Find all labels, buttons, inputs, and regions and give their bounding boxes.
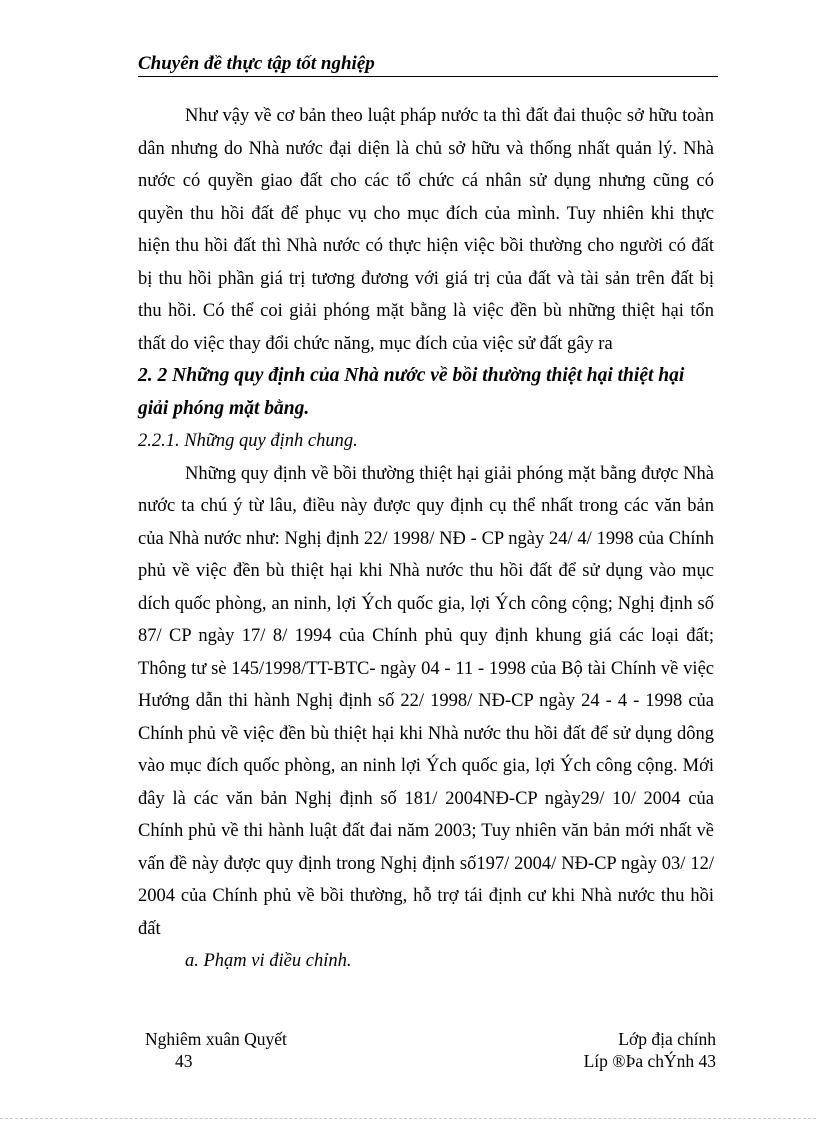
paragraph-regulations: Những quy định về bồi thường thiệt hại giải phóng mặt bằng được Nhà nước ta chú ý từ lâu, điều này được quy định cụ thể nhất trong các văn bản của Nhà nước như: Nghị định 22/ 1998/ NĐ - CP ngày 24/ 4/ 1998 của Chính phủ về việc đền bù thiệt hại khi Nhà nước thu hồi đất để sử dụng vào mục dích quốc phòng, an ninh, lợi Ých quốc gia, lợi Ých công cộng; Nghị định số 87/ CP ngày 17/ 8/ 1994 của Chính phủ quy định khung giá các loại đất; Thông tư sè 145/1998/TT-BTC- ngày 04 - 11 - 1998 của Bộ tài Chính về việc Hướng dẫn thi hành Nghị định số 22/ 1998/ NĐ-CP ngày 24 - 4 - 1998 của Chính phủ về việc đền bù thiệt hại khi Nhà nước thu hồi đất để sử dụng dông vào mục đích quốc phòng, an ninh lợi Ých quốc gia, lợi Ých công cộng. Mới đây là các văn bản Nghị định số 181/ 2004NĐ-CP ngày29/ 10/ 2004 của Chính phủ về thi hành luật đất đai năm 2003; Tuy nhiên văn bản mới nhất về vấn đề này được quy định trong Nghị định số197/ 2004/ NĐ-CP ngày 03/ 12/ 2004 của Chính phủ về bồi thường, hỗ trợ tái định cư khi Nhà nước thu hồi đất: [138, 463, 714, 939]
footer-class-garbled: Líp ®Þa chÝnh 43: [583, 1051, 716, 1071]
item-heading-a: a. Phạm vi điều chỉnh.: [185, 951, 352, 971]
footer-class: Lớp địa chính: [618, 1029, 716, 1049]
document-body: [138, 100, 714, 978]
header-divider: [138, 76, 718, 77]
section-heading: 2. 2 Những quy định của Nhà nước về bồi thường thiệt hại thiệt hại giải phóng mặt bằng.: [138, 365, 685, 419]
page-header-title: Chuyên đề thực tập tốt nghiệp: [138, 53, 375, 74]
footer-left: [145, 1028, 287, 1072]
footer-author: Nghiêm xuân Quyết: [145, 1029, 287, 1049]
page-bottom-border: [0, 1118, 816, 1119]
footer-page-number: 43: [175, 1051, 193, 1071]
subsection-heading: 2.2.1. Những quy định chung.: [138, 431, 358, 451]
paragraph-intro: Như vậy về cơ bản theo luật pháp nước ta thì đất đai thuộc sở hữu toàn dân nhưng do Nhà nước đại diện là chủ sở hữu và thống nhất quản lý. Nhà nước có quyền giao đất cho các tổ chức cá nhân sử dụng nhưng cũng có quyền thu hồi đất để phục vụ cho mục đích của mình. Tuy nhiên khi thực hiện thu hồi đất thì Nhà nước có thực hiện việc bồi thường cho người có đất bị thu hồi phần giá trị tương đương với giá trị của đất và tài sản trên đất bị thu hồi. Có thể coi giải phóng mặt bằng là việc đền bù những thiệt hại tổn thất do việc thay đổi chức năng, mục đích của việc sử đất gây ra: [138, 106, 714, 354]
footer-right: [536, 1028, 716, 1072]
